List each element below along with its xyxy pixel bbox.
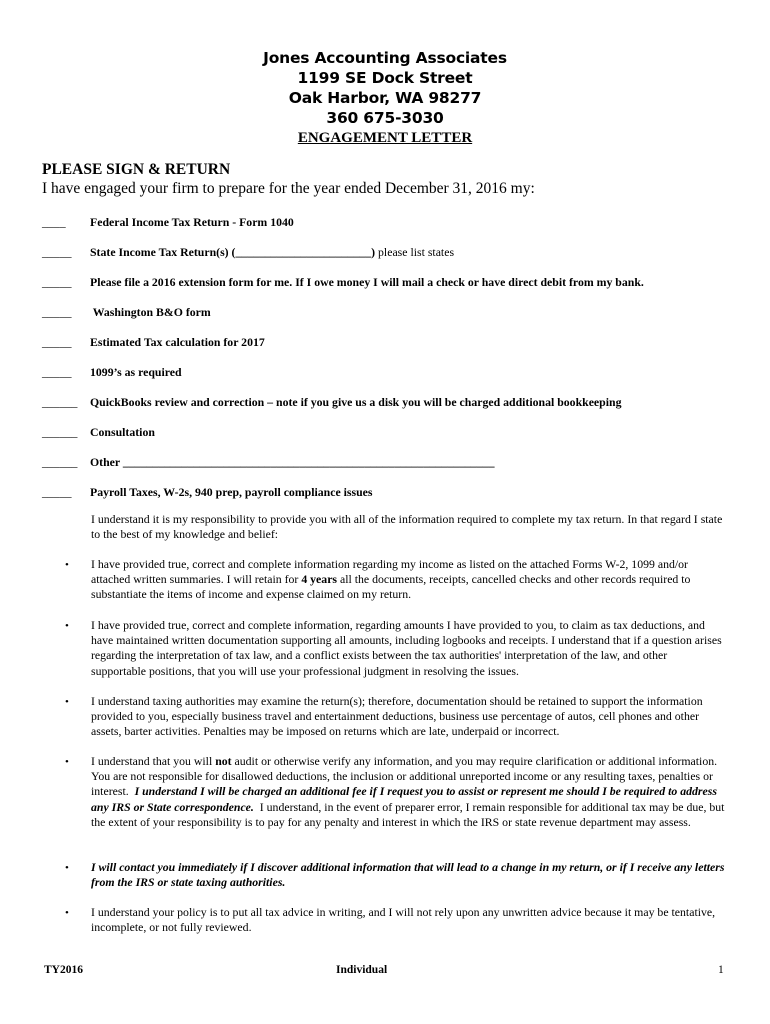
checkbox-blank[interactable]: _____ [42, 305, 72, 319]
checklist-label: Washington B&O form [90, 305, 211, 319]
checklist-label: 1099’s as required [90, 365, 182, 379]
sign-return-heading: PLEASE SIGN & RETURN [42, 161, 231, 178]
intro-text: I have engaged your firm to prepare for the year ended December 31, 2016 my: [42, 180, 535, 197]
checklist-item-consultation[interactable] [42, 423, 742, 441]
checklist-item-federal[interactable] [42, 213, 742, 231]
checkbox-blank[interactable]: _____ [42, 245, 72, 259]
footer-return-type: Individual [336, 964, 388, 976]
company-phone: 360 675-3030 [326, 109, 444, 127]
footer-tax-year: TY2016 [44, 964, 83, 976]
checklist-item-extension[interactable] [42, 273, 742, 291]
checklist-item-state[interactable] [42, 243, 742, 261]
bullet-glyph: • [65, 696, 69, 708]
company-street: 1199 SE Dock Street [297, 69, 473, 87]
statement-contact: I will contact you immediately if I discover additional information that will lead to a change in my return, or if I receive any letters from the IRS or state taxing authorities. [91, 860, 725, 890]
bullet-glyph: • [65, 907, 69, 919]
page-footer [0, 964, 770, 980]
bullet-glyph: • [65, 756, 69, 768]
understanding-paragraph: I understand it is my responsibility to provide you with all of the information required to complete my tax return. In that regard I state to the best of my knowledge and belief: [91, 512, 723, 542]
checklist-label-suffix: please list states [375, 245, 455, 259]
checklist-item-payroll[interactable] [42, 483, 742, 501]
statement-deductions: I have provided true, correct and complete information, regarding amounts I have provided to you, to claim as tax deductions, and have maintained written documentation supporting all amounts, including logbooks and receipts. I understand that if a question arises regarding the interpretation of tax law, and a conflict exists between the tax authorities' interpretation of the law, and other supportable positions, that you will use your professional judgment in resolving the issues. [91, 618, 722, 678]
checkbox-blank[interactable]: _____ [42, 335, 72, 349]
checklist-label: QuickBooks review and correction – note if you give us a disk you will be charged additional bookkeeping [90, 395, 622, 409]
statement-written-advice: I understand your policy is to put all tax advice in writing, and I will not rely upon any unwritten advice because it may be tentative, incomplete, or not fully reviewed. [91, 905, 716, 935]
checklist-label: Other _______________________________________________________________ [90, 455, 495, 469]
checkbox-blank[interactable]: ______ [42, 455, 78, 469]
letterhead [0, 48, 770, 147]
statement-income: I have provided true, correct and complete information regarding my income as listed on the attached Forms W-2, 1099 and/or attached written summaries. I will retain for 4 years all the documents, receipts, cancelled checks and other records required to substantiate the items of income and expense claimed on my return. [91, 557, 691, 602]
checklist-item-bo-form[interactable] [42, 303, 742, 321]
checklist-label: Estimated Tax calculation for 2017 [90, 335, 265, 349]
checklist-item-other[interactable] [42, 453, 742, 471]
checkbox-blank[interactable]: ______ [42, 425, 78, 439]
checkbox-blank[interactable]: ______ [42, 395, 78, 409]
company-city: Oak Harbor, WA 98277 [288, 89, 482, 107]
checklist-label: State Income Tax Return(s) (_______________________) please list states [90, 245, 455, 259]
checkbox-blank[interactable]: _____ [42, 365, 72, 379]
checklist-item-estimated-tax[interactable] [42, 333, 742, 351]
statement-examination: I understand taxing authorities may examine the return(s); therefore, documentation should be retained to support the information provided to you, especially business travel and entertainment deductions, business use percentage of autos, cell phones and other assets, barter activities. Penalties may be imposed on returns which are late, underpaid or incorrect. [91, 694, 703, 739]
company-name: Jones Accounting Associates [263, 49, 507, 67]
checkbox-blank[interactable]: _____ [42, 275, 72, 289]
checklist-label: Payroll Taxes, W-2s, 940 prep, payroll compliance issues [90, 485, 373, 499]
bullet-glyph: • [65, 559, 69, 571]
checkbox-blank[interactable]: ____ [42, 215, 66, 229]
checkbox-blank[interactable]: _____ [42, 485, 72, 499]
checklist-label: Please file a 2016 extension form for me. If I owe money I will mail a check or have direct debit from my bank. [90, 275, 644, 289]
checklist-label: Consultation [90, 425, 155, 439]
checklist-label: Federal Income Tax Return - Form 1040 [90, 215, 294, 229]
checklist-item-1099[interactable] [42, 363, 742, 381]
document-title: ENGAGEMENT LETTER [297, 130, 473, 146]
bullet-glyph: • [65, 862, 69, 874]
page-number: 1 [718, 964, 724, 976]
bullet-glyph: • [65, 620, 69, 632]
statement-verification: I understand that you will not audit or otherwise verify any information, and you may require clarification or additional information. You are not responsible for disallowed deductions, the inclusion or additional unreported income or any resulting taxes, penalties or interest. I understand I will be charged an additional fee if I request you to assist or represent me should I be required to address any IRS or State correspondence. I understand, in the event of preparer error, I remain responsible for additional tax may be due, but the extent of your responsibility is to pay for any penalty and interest in which the IRS or state revenue department may assess. [91, 754, 728, 829]
checklist-item-quickbooks[interactable] [42, 393, 742, 411]
